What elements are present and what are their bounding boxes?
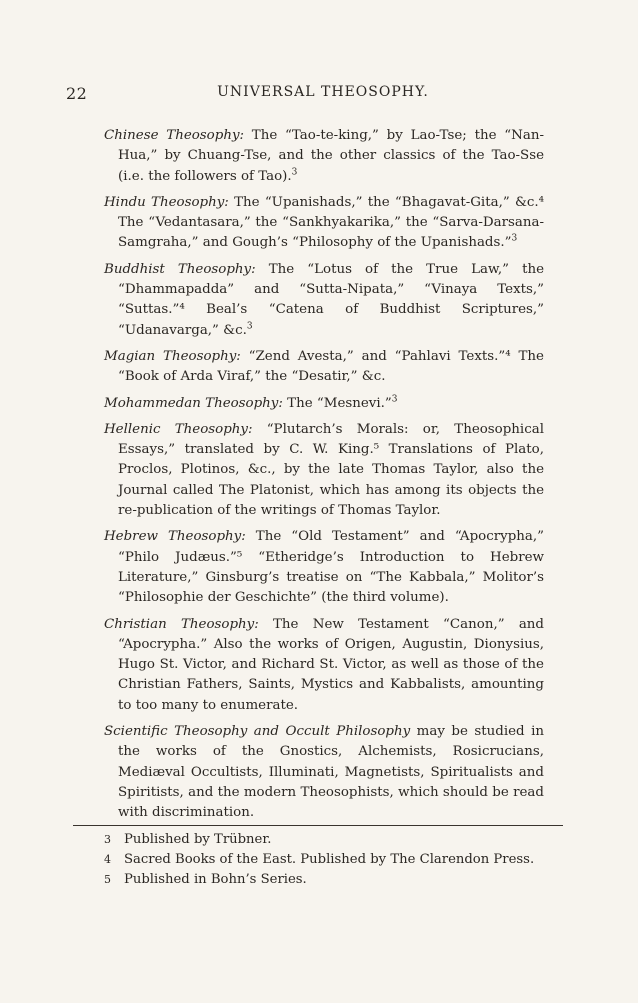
entry-text: The New Testament “Canon,” and “Apocrypha.” Also the works of Origen, Augustin, Dionysius, Hugo St. Victor, and Richard St. Victor, as well as those of the Christian Fathers, Saints, Mystics and Kabbalists, amounting to too many to enumerate. <box>118 616 544 713</box>
entry-heading: Magian Theosophy: <box>104 348 241 364</box>
entry-magian-theosophy <box>104 347 544 388</box>
entry-text: The “Old Testament” and “Apocrypha,” “Philo Judæus.”⁵ “Etheridge’s Introduction to Hebrew Literature,” Ginsburg’s treatise on “The Kabbala,” Molitor’s “Philosophie der Geschichte” (the third volume). <box>118 529 544 606</box>
entry-text: “Plutarch’s Morals: or, Theosophical Essays,” translated by C. W. King.⁵ Translations of Plato, Proclos, Plotinos, &c., by the late Thomas Taylor, also the Journal called The Platonist, which has among its objects the re-publication of the writings of Thomas Taylor. <box>118 421 544 519</box>
entry-heading: Hindu Theosophy: <box>104 194 229 210</box>
entry-christian-theosophy <box>104 615 544 716</box>
footnote <box>104 870 544 890</box>
footnote-ref: 3 <box>511 234 518 245</box>
entry-heading: Hellenic Theosophy: <box>104 421 253 437</box>
entry-buddhist-theosophy <box>104 260 544 341</box>
entry-text: The “Tao-te-king,” by Lao-Tse; the “Nan-Hua,” by Chuang-Tse, and the other classics of the Tao-Sse (i.e. the followers of Tao). <box>118 128 544 184</box>
running-title: UNIVERSAL THEOSOPHY. <box>217 84 429 100</box>
entry-chinese-theosophy <box>104 126 544 187</box>
entry-heading: Scientific Theosophy and Occult Philosophy <box>104 724 411 740</box>
footnote-text: Published in Bohn’s Series. <box>124 872 307 887</box>
entry-heading: Christian Theosophy: <box>104 616 259 632</box>
footnote-text: Sacred Books of the East. Published by The Clarendon Press. <box>124 852 535 867</box>
entry-text: “Zend Avesta,” and “Pahlavi Texts.”⁴ The “Book of Arda Viraf,” the “Desatir,” &c. <box>118 348 544 385</box>
entry-heading: Hebrew Theosophy: <box>104 529 246 545</box>
page-number: 22 <box>66 84 88 103</box>
footnote-marker: 4 <box>104 853 111 866</box>
entry-text: may be studied in the works of the Gnostics, Alchemists, Rosicrucians, Mediæval Occultists, Illuminati, Magnetists, Spiritualists and Spiritists, and the modern Theosophists, which should be read with discrimination. <box>118 724 545 821</box>
footnote-marker: 3 <box>104 833 111 846</box>
footnote <box>104 830 544 850</box>
entry-heading: Mohammedan Theosophy: <box>104 395 283 411</box>
entry-text: The “Mesnevi.” <box>282 395 392 411</box>
entry-mohammedan-theosophy <box>104 394 544 414</box>
entry-hindu-theosophy <box>104 193 544 254</box>
entry-text: The “Lotus of the True Law,” the “Dhammapadda” and “Sutta-Nipata,” “Vinaya Texts,” “Suttas.”⁴ Beal’s “Catena of Buddhist Scriptures,” “Udanavarga,” &c. <box>118 261 544 338</box>
bibliography-list <box>104 126 544 830</box>
footnote-divider <box>73 825 563 826</box>
footnote-ref: 3 <box>246 321 253 332</box>
entry-hellenic-theosophy <box>104 420 544 521</box>
entry-hebrew-theosophy <box>104 527 544 608</box>
footnote-marker: 5 <box>104 873 111 886</box>
entry-heading: Chinese Theosophy: <box>104 128 245 143</box>
footnotes <box>104 830 544 890</box>
entry-text: The “Upanishads,” the “Bhagavat-Gita,” &c.⁴ The “Vedantasara,” the “Sankhyakarika,” the “Sarva-Darsana-Samgraha,” and Gough’s “Philosophy of the Upanishads.” <box>118 194 544 251</box>
entry-scientific-theosophy <box>104 722 544 823</box>
footnote <box>104 850 544 870</box>
entry-heading: Buddhist Theosophy: <box>104 261 256 277</box>
footnote-ref: 3 <box>291 167 298 178</box>
footnote-ref: 3 <box>391 394 398 405</box>
running-head <box>66 84 550 103</box>
footnote-text: Published by Trübner. <box>124 832 272 847</box>
